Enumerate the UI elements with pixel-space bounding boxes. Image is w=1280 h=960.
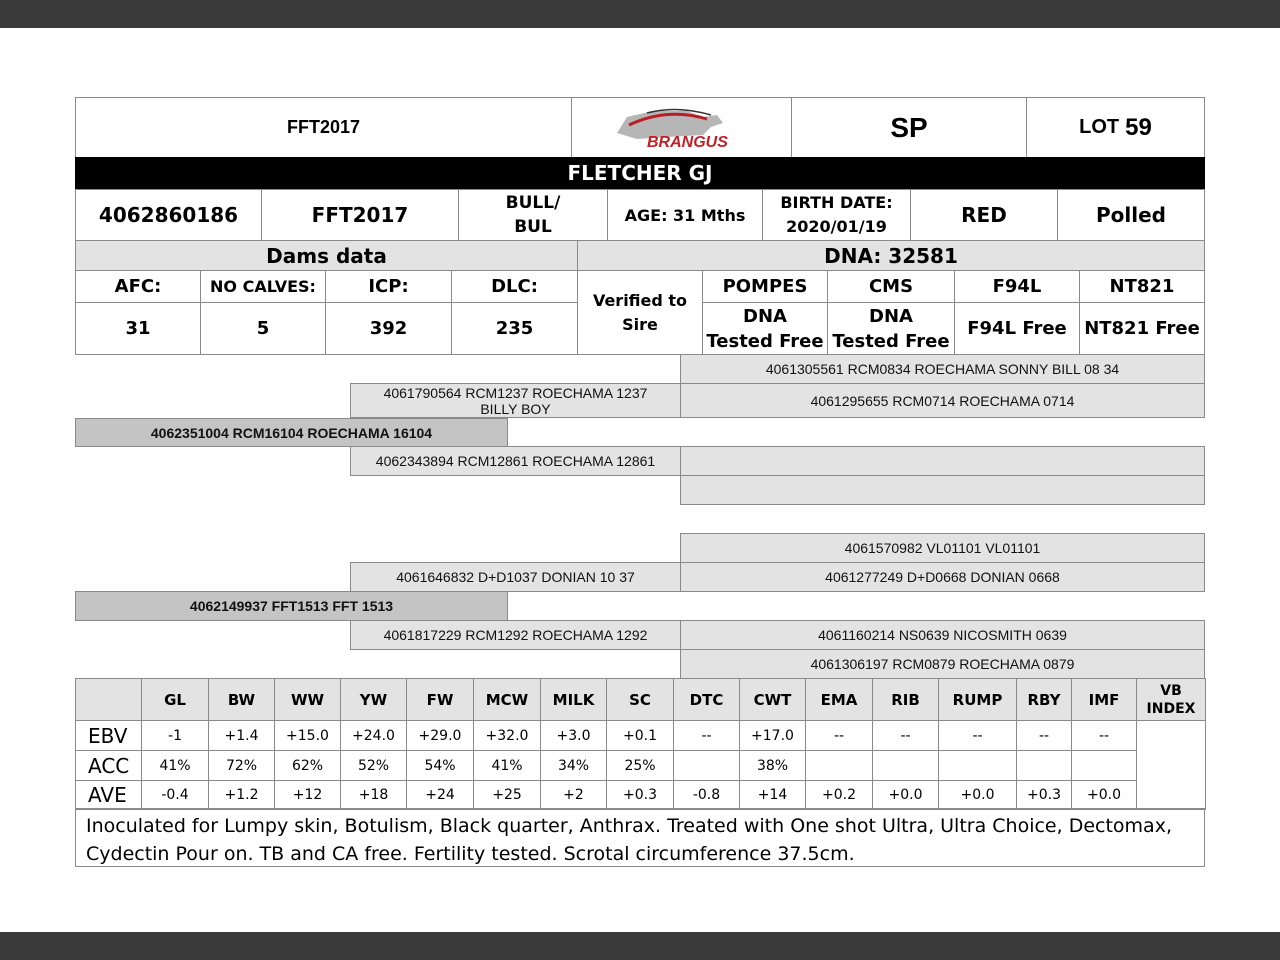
- ebv-header-cwt: CWT: [739, 678, 806, 721]
- ebv-value-ave-fw: +24: [406, 780, 474, 810]
- ebv-value-acc-cwt: 38%: [739, 750, 806, 781]
- ebv-row-label-acc: ACC: [75, 750, 142, 781]
- ebv-value-ebv-milk: +3.0: [540, 720, 607, 751]
- calves-label: NO CALVES:: [200, 270, 326, 303]
- ebv-value-ave-mcw: +25: [473, 780, 541, 810]
- ebv-value-ebv-ema: --: [805, 720, 873, 751]
- ebv-value-ave-rump: +0.0: [938, 780, 1017, 810]
- ebv-value-acc-rib: [872, 750, 939, 781]
- ebv-value-ave-imf: +0.0: [1071, 780, 1137, 810]
- animal-id: 4062860186: [75, 189, 262, 241]
- icp-value: 392: [325, 302, 452, 355]
- ebv-value-ebv-gl: -1: [141, 720, 209, 751]
- animal-name: FLETCHER GJ: [75, 157, 1205, 189]
- ebv-corner: [75, 678, 142, 721]
- ebv-value-acc-dtc: [673, 750, 740, 781]
- bottom-bar: [0, 932, 1280, 960]
- horn-status: Polled: [1057, 189, 1205, 241]
- ebv-value-acc-ema: [805, 750, 873, 781]
- sale-code: FFT2017: [75, 97, 572, 158]
- ebv-header-fw: FW: [406, 678, 474, 721]
- icp-label: ICP:: [325, 270, 452, 303]
- sire-sire-line2: BILLY BOY: [480, 400, 551, 417]
- ebv-value-acc-mcw: 41%: [473, 750, 541, 781]
- sex-line1: BULL/: [505, 193, 561, 213]
- pompes-line1: DNA: [743, 305, 787, 327]
- ebv-value-ebv-dtc: --: [673, 720, 740, 751]
- ebv-value-acc-bw: 72%: [208, 750, 275, 781]
- ebv-value-ave-cwt: +14: [739, 780, 806, 810]
- ebv-header-dtc: DTC: [673, 678, 740, 721]
- birth-date: [762, 189, 911, 241]
- test-f94l-result: F94L Free: [954, 302, 1080, 355]
- birth-label: BIRTH DATE:: [780, 193, 893, 212]
- vb-vb-line2: INDEX: [1146, 700, 1196, 717]
- ebv-value-acc-milk: 34%: [540, 750, 607, 781]
- cms-line2: Tested Free: [832, 330, 950, 352]
- pedigree-sire-sire-sire: 4061305561 RCM0834 ROECHAMA SONNY BILL 08 34: [680, 354, 1205, 384]
- afc-value: 31: [75, 302, 201, 355]
- pedigree-dam-dam-dam: 4061306197 RCM0879 ROECHAMA 0879: [680, 649, 1205, 679]
- top-bar: [0, 0, 1280, 28]
- notes: Inoculated for Lumpy skin, Botulism, Black quarter, Anthrax. Treated with One shot Ultra, Ultra Choice, Dectomax, Cydectin Pour on. TB and CA free. Fertility tested. Scrotal circumference 37.5cm.: [75, 808, 1205, 867]
- test-cms-label: CMS: [827, 270, 955, 303]
- pedigree-sire-dam-dam: [680, 475, 1205, 505]
- ebv-header-imf: IMF: [1071, 678, 1137, 721]
- ebv-value-ebv-bw: +1.4: [208, 720, 275, 751]
- dlc-value: 235: [451, 302, 578, 355]
- vb-index-header: [1136, 678, 1206, 721]
- ebv-header-rib: RIB: [872, 678, 939, 721]
- ebv-header-milk: MILK: [540, 678, 607, 721]
- ebv-value-ebv-rib: --: [872, 720, 939, 751]
- ebv-value-acc-yw: 52%: [340, 750, 407, 781]
- ebv-row-label-ave: AVE: [75, 780, 142, 810]
- ebv-value-acc-ww: 62%: [274, 750, 341, 781]
- cms-line1: DNA: [869, 305, 913, 327]
- verified-to-sire: [577, 270, 703, 355]
- pedigree-sire-sire: [350, 383, 681, 418]
- ebv-header-ww: WW: [274, 678, 341, 721]
- birth-value: 2020/01/19: [786, 217, 887, 236]
- pedigree-sire: 4062351004 RCM16104 ROECHAMA 16104: [75, 418, 508, 447]
- ebv-header-rby: RBY: [1016, 678, 1072, 721]
- vb-index-value: [1136, 720, 1206, 810]
- pedigree-dam-sire-dam: 4061277249 D+D0668 DONIAN 0668: [680, 562, 1205, 592]
- colour: RED: [910, 189, 1058, 241]
- sex: [458, 189, 608, 241]
- ebv-value-acc-imf: [1071, 750, 1137, 781]
- ebv-value-ebv-cwt: +17.0: [739, 720, 806, 751]
- ebv-value-ebv-sc: +0.1: [606, 720, 674, 751]
- ebv-value-ave-milk: +2: [540, 780, 607, 810]
- verified-line1: Verified to: [592, 290, 688, 310]
- ebv-header-mcw: MCW: [473, 678, 541, 721]
- ebv-value-ave-yw: +18: [340, 780, 407, 810]
- ebv-header-yw: YW: [340, 678, 407, 721]
- sex-line2: BUL: [514, 217, 552, 237]
- ebv-value-ave-rib: +0.0: [872, 780, 939, 810]
- pompes-line2: Tested Free: [706, 330, 824, 352]
- pedigree-dam-sire-sire: 4061570982 VL01101 VL01101: [680, 533, 1205, 563]
- ebv-value-acc-rby: [1016, 750, 1072, 781]
- bull-logo-icon: [607, 103, 757, 153]
- age: AGE: 31 Mths: [607, 189, 763, 241]
- test-nt821-result: NT821 Free: [1079, 302, 1205, 355]
- ebv-value-ave-gl: -0.4: [141, 780, 209, 810]
- pedigree-sire-dam: 4062343894 RCM12861 ROECHAMA 12861: [350, 446, 681, 476]
- pedigree-dam-dam: 4061817229 RCM1292 ROECHAMA 1292: [350, 620, 681, 650]
- calves-value: 5: [200, 302, 326, 355]
- verified-line2: Sire: [622, 314, 658, 334]
- ebv-value-ave-ema: +0.2: [805, 780, 873, 810]
- ebv-value-ebv-rby: --: [1016, 720, 1072, 751]
- ebv-value-ave-bw: +1.2: [208, 780, 275, 810]
- lot-number: 59: [1125, 113, 1152, 141]
- test-pompes-result: [702, 302, 828, 355]
- ebv-value-ebv-fw: +29.0: [406, 720, 474, 751]
- lot: [1026, 97, 1205, 158]
- ebv-value-ebv-yw: +24.0: [340, 720, 407, 751]
- pedigree-dam-dam-sire: 4061160214 NS0639 NICOSMITH 0639: [680, 620, 1205, 650]
- ebv-value-acc-rump: [938, 750, 1017, 781]
- brangus-logo: [571, 97, 792, 158]
- ebv-row-label-ebv: EBV: [75, 720, 142, 751]
- ebv-header-ema: EMA: [805, 678, 873, 721]
- pedigree-sire-sire-dam: 4061295655 RCM0714 ROECHAMA 0714: [680, 383, 1205, 418]
- ebv-value-ave-sc: +0.3: [606, 780, 674, 810]
- logo-text: BRANGUS: [646, 133, 728, 151]
- ebv-value-ebv-rump: --: [938, 720, 1017, 751]
- test-cms-result: [827, 302, 955, 355]
- dams-title: Dams data: [75, 240, 578, 271]
- pedigree-dam: 4062149937 FFT1513 FFT 1513: [75, 591, 508, 621]
- pedigree-dam-sire: 4061646832 D+D1037 DONIAN 10 37: [350, 562, 681, 592]
- ebv-value-ave-rby: +0.3: [1016, 780, 1072, 810]
- test-f94l-label: F94L: [954, 270, 1080, 303]
- afc-label: AFC:: [75, 270, 201, 303]
- ebv-header-gl: GL: [141, 678, 209, 721]
- category: SP: [791, 97, 1027, 158]
- test-nt821-label: NT821: [1079, 270, 1205, 303]
- ebv-value-acc-fw: 54%: [406, 750, 474, 781]
- sire-sire-line1: 4061790564 RCM1237 ROECHAMA 1237: [383, 384, 648, 401]
- ebv-header-sc: SC: [606, 678, 674, 721]
- ebv-value-acc-sc: 25%: [606, 750, 674, 781]
- pedigree-sire-dam-sire: [680, 446, 1205, 476]
- herd-code: FFT2017: [261, 189, 459, 241]
- ebv-value-ebv-imf: --: [1071, 720, 1137, 751]
- ebv-value-ebv-mcw: +32.0: [473, 720, 541, 751]
- ebv-value-ebv-ww: +15.0: [274, 720, 341, 751]
- ebv-value-ave-dtc: -0.8: [673, 780, 740, 810]
- ebv-value-ave-ww: +12: [274, 780, 341, 810]
- vb-vb-line1: VB: [1160, 682, 1182, 699]
- dna-title: DNA: 32581: [577, 240, 1205, 271]
- ebv-header-rump: RUMP: [938, 678, 1017, 721]
- test-pompes-label: POMPES: [702, 270, 828, 303]
- ebv-value-acc-gl: 41%: [141, 750, 209, 781]
- lot-prefix: LOT: [1079, 116, 1120, 138]
- dlc-label: DLC:: [451, 270, 578, 303]
- ebv-header-bw: BW: [208, 678, 275, 721]
